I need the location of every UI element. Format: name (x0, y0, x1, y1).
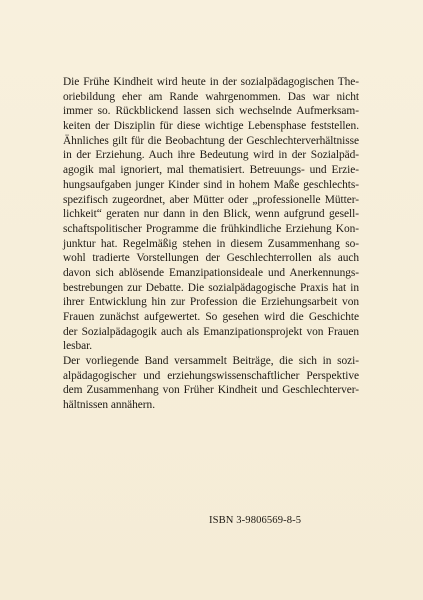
paragraph-2 (63, 354, 359, 413)
text-line: wohl tradierte Vorstellungen der Geschlechterrollen als auch (63, 252, 359, 265)
text-line: hältnissen annähern. (63, 399, 155, 412)
text-line: Frauen zunächst aufgewertet. So gesehen wird die Geschichte (63, 311, 359, 323)
text-line: Der vorliegende Band versammelt Beiträge, die sich in sozi- (63, 355, 359, 368)
text-line: Ähnliches gilt für die Beobachtung der Geschlechterverhältnisse (63, 134, 359, 147)
text-line: dem Zusammenhang von Früher Kindheit und Geschlechterver- (63, 384, 359, 397)
isbn-number: ISBN 3-9806569-8-5 (209, 515, 302, 526)
text-line: hungsaufgaben junger Kinder sind in hohem Maße geschlechts- (63, 178, 359, 191)
text-line: davon sich ablösende Emanzipationsideale und Anerkennungs- (63, 266, 359, 279)
text-line: Die Frühe Kindheit wird heute in der sozialpädagogischen The- (63, 76, 359, 88)
text-line: keiten der Disziplin für diese wichtige Lebensphase feststellen. (63, 120, 359, 133)
text-line: in der Erziehung. Auch ihre Bedeutung wird in der Sozialpäd- (63, 149, 359, 162)
text-line: agogik mal ignoriert, mal thematisiert. Betreuungs- und Erzie- (63, 164, 359, 177)
text-line: junktur hat. Regelmäßig stehen in diesem Zusammenhang so- (63, 237, 359, 250)
paragraph-1 (63, 75, 359, 354)
text-line: alpädagogischer und erziehungswissenschaftlicher Perspektive (63, 369, 359, 382)
text-line: lesbar. (63, 340, 93, 353)
text-line: der Sozialpädagogik auch als Emanzipationsprojekt von Frauen (63, 325, 359, 338)
text-line: lichkeit“ geraten nur dann in den Blick, wenn aufgrund gesell- (63, 208, 359, 221)
text-line: ihrer Entwicklung hin zur Profession die Erziehungsarbeit von (63, 296, 359, 309)
text-line: immer so. Rückblickend lassen sich wechselnde Aufmerksam- (63, 105, 359, 118)
text-line: bestrebungen zur Debatte. Die sozialpädagogische Praxis hat in (63, 281, 359, 294)
text-line: oriebildung eher am Rande wahrgenommen. Das war nicht (63, 90, 359, 103)
text-line: schaftspolitischer Programme die frühkindliche Erziehung Kon- (63, 222, 359, 235)
blurb-text (63, 75, 359, 413)
text-line: spezifisch zugeordnet, aber Mütter oder „professionelle Mütter- (63, 193, 359, 206)
